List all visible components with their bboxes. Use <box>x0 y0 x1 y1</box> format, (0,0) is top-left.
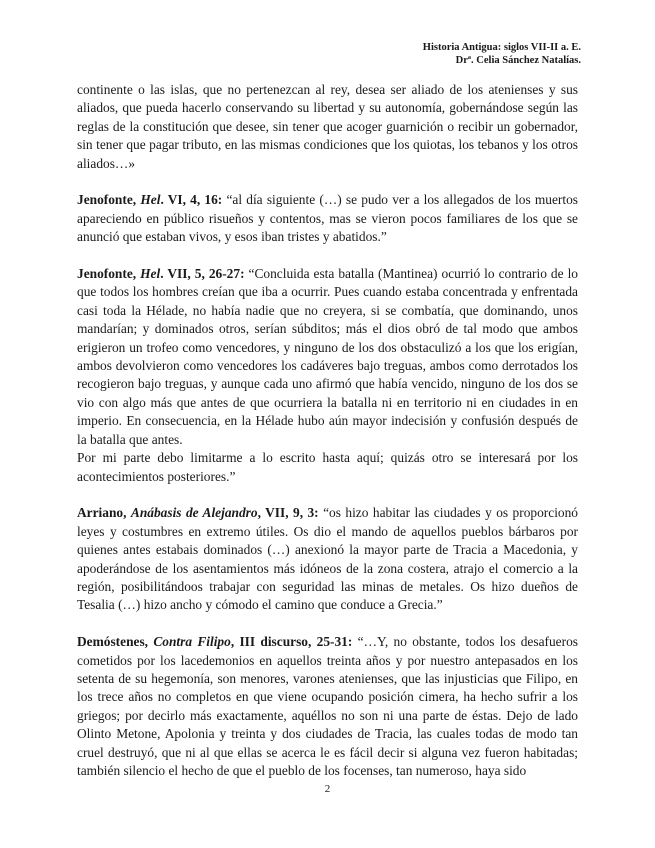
header-course-title: Historia Antigua: siglos VII-II a. E. <box>422 42 581 53</box>
paragraph-text: “Concluida esta batalla (Mantinea) ocurrió lo contrario de lo que todos los hombres creían que iba a ocurrir. Pues cuando estaba concentrada y enfrentada casi toda la Hélade, no había nadie que no creyera, si se combatía, que dominando, unos mandarían; y dominados otros, serían súbditos; más el dios obró de tal modo que ambos erigieron un trofeo como vencedores, y ninguno de los dos obstaculizó a los que los erigían, ambos devolvieron como vencedores los cadáveres bajo treguas, ambos como derrotados los recogieron bajo treguas, y aunque cada uno afirmó que había vencido, ninguno de los dos se vio con algo más que antes de que ocurriera la batalla ni en territorio ni en ciudades in en imperio. En consecuencia, en la Hélade hubo aún mayor indecisión y confusión después de la batalla que antes. <box>77 266 578 447</box>
citation-work: Hel <box>140 266 161 282</box>
citation <box>77 505 319 520</box>
citation-work: Anábasis de Alejandro <box>130 505 258 521</box>
page-number: 2 <box>324 783 331 795</box>
citation <box>77 266 245 281</box>
citation-author: Arriano, <box>77 505 131 521</box>
paragraph-continuation <box>77 81 578 173</box>
paragraph-text: Por mi parte debo limitarme a lo escrito hasta aquí; quizás otro se interesará por los acontecimientos posteriores.” <box>77 450 578 484</box>
paragraph-text: “al día siguiente (…) se pudo ver a los allegados de los muertos apareciendo en público risueños y contentos, mas se vieron pocos familiares de los que se anunció que estaban vivos, y esos iban tristes y abatidos.” <box>77 192 579 245</box>
citation-author: Demóstenes, <box>77 634 154 650</box>
citation-work: Contra Filipo <box>153 634 231 650</box>
paragraph-jenofonte-vii-end <box>77 449 578 486</box>
citation-reference: . VII, 5, 26-27: <box>160 266 245 282</box>
paragraph-jenofonte-vii <box>77 265 578 449</box>
citation-work: Hel <box>140 192 161 208</box>
citation <box>77 192 222 207</box>
citation-reference: , III discurso, 25-31: <box>230 634 353 650</box>
header-author: Drª. Celia Sánchez Natalías. <box>455 55 581 66</box>
paragraph-demostenes <box>77 633 578 780</box>
paragraph-text: continente o las islas, que no pertenezcan al rey, desea ser aliado de los atenienses y sus aliados, que pueda hacerlo conservando su libertad y su autonomía, gobernándose según las reglas de la constitución que desee, sin tener que acoger guarnición o recibir un gobernador, sin tener que pagar tributo, en las mismas condiciones que los quiotas, los tebanos y los otros aliados…» <box>77 82 578 171</box>
paragraph-jenofonte-vi <box>77 191 578 246</box>
citation-author: Jenofonte, <box>77 192 141 208</box>
citation-author: Jenofonte, <box>77 266 141 282</box>
page-header <box>423 41 581 67</box>
document-body <box>77 81 578 780</box>
paragraph-text: “os hizo habitar las ciudades y os proporcionó leyes y costumbres en extremo útiles. Os dio el mando de aquellos pueblos bárbaros por quienes antes estabais dominados (…) anexionó la mayor parte de Tracia a Macedonia, y apoderándose de los asentamientos más idóneos de la zona costera, atrajo el comercio a la región, posibilitándoos trabajar con seguridad las minas de metales. Os hizo dueños de Tesalia (…) hizo ancho y cómodo el camino que conduce a Grecia.” <box>77 505 578 613</box>
citation-reference: . VI, 4, 16: <box>160 192 223 208</box>
citation-reference: , VII, 9, 3: <box>257 505 319 521</box>
paragraph-arriano <box>77 504 578 614</box>
paragraph-text: “…Y, no obstante, todos los desafueros cometidos por los lacedemonios en aquellos treinta años y por nuestro antepasados en los setenta de su hegemonía, son menores, varones atenienses, que las injusticias que Filipo, en los trece años no completos en que viene ocupando posición cimera, ha hecho sufrir a los griegos; por decirlo más exactamente, aquéllos no son ni una parte de éstas. Dejo de lado Olinto Metone, Apolonia y treinta y dos ciudades de Tracia, las cuales todas de modo tan cruel destruyó, que ni al que ellas se acerca le es fácil decir si alguna vez fueron habitadas; también silencio el hecho de que el pueblo de los focenses, tan numeroso, haya sido <box>77 634 578 778</box>
citation <box>77 634 352 649</box>
